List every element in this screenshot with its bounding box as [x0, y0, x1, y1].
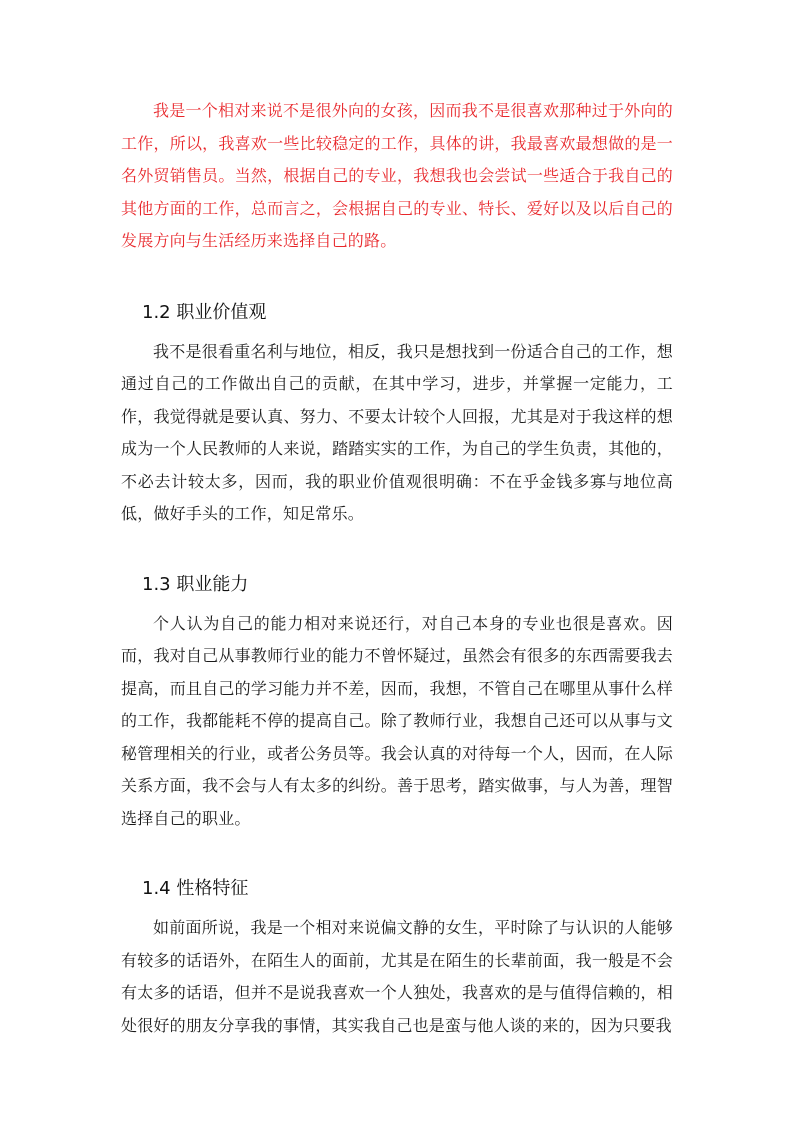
spacer — [121, 258, 673, 301]
spacer — [121, 901, 673, 912]
spacer — [121, 835, 673, 877]
section-heading-1-4: 1.4 性格特征 — [142, 878, 249, 899]
section-paragraph-1-2: 我不是很看重名利与地位，相反，我只是想找到一份适合自己的工作，想通过自己的工作做出自己的贡献，在其中学习，进步，并掌握一定能力，工作，我觉得就是要认真、努力、不要太计较个人回报，尤其是对于我这样的想成为一个人民教师的人来说，踏踏实实的工作，为自己的学生负责，其他的，不必去计较太多，因而，我的职业价值观很明确：不在乎金钱多寡与地位高低，做好手头的工作，知足常乐。 — [121, 341, 673, 523]
intro-paragraph: 我是一个相对来说不是很外向的女孩，因而我不是很喜欢那种过于外向的工作，所以，我喜欢一些比较稳定的工作，具体的讲，我最喜欢最想做的是一名外贸销售员。当然，根据自己的专业，我想我也会尝试一些适合于我自己的其他方面的工作，总而言之，会根据自己的专业、特长、爱好以及以后自己的发展方向与生活经历来选择自己的路。 — [121, 101, 673, 250]
section-paragraph-1-3: 个人认为自己的能力相对来说还行，对自己本身的专业也很是喜欢。因而，我对自己从事教师行业的能力不曾怀疑过，虽然会有很多的东西需要我去提高，而且自己的学习能力并不差，因而，我想，不管自己在哪里从事什么样的工作，我都能耗不停的提高自己。除了教师行业，我想自己还可以从事与文秘管理相关的行业，或者公务员等。我会认真的对待每一个人，因而，在人际关系方面，我不会与人有太多的纠纷。善于思考，踏实做事，与人为善，理智选择自己的职业。 — [121, 613, 673, 828]
spacer — [121, 531, 673, 573]
section-paragraph-1-4: 如前面所说，我是一个相对来说偏文静的女生，平时除了与认识的人能够有较多的话语外，在陌生人的面前，尤其是在陌生的长辈前面，我一般是不会有太多的话语，但并不是说我喜欢一个人独处，我喜欢的是与值得信赖的，相处很好的朋友分享我的事情，其实我自己也是蛮与他人谈的来的，因为只要我 — [121, 918, 673, 1035]
section-heading-1-2: 1.2 职业价值观 — [142, 301, 267, 323]
spacer — [121, 325, 673, 336]
spacer — [121, 597, 673, 608]
section-heading-1-3: 1.3 职业能力 — [142, 573, 249, 595]
page-content — [121, 95, 673, 1042]
